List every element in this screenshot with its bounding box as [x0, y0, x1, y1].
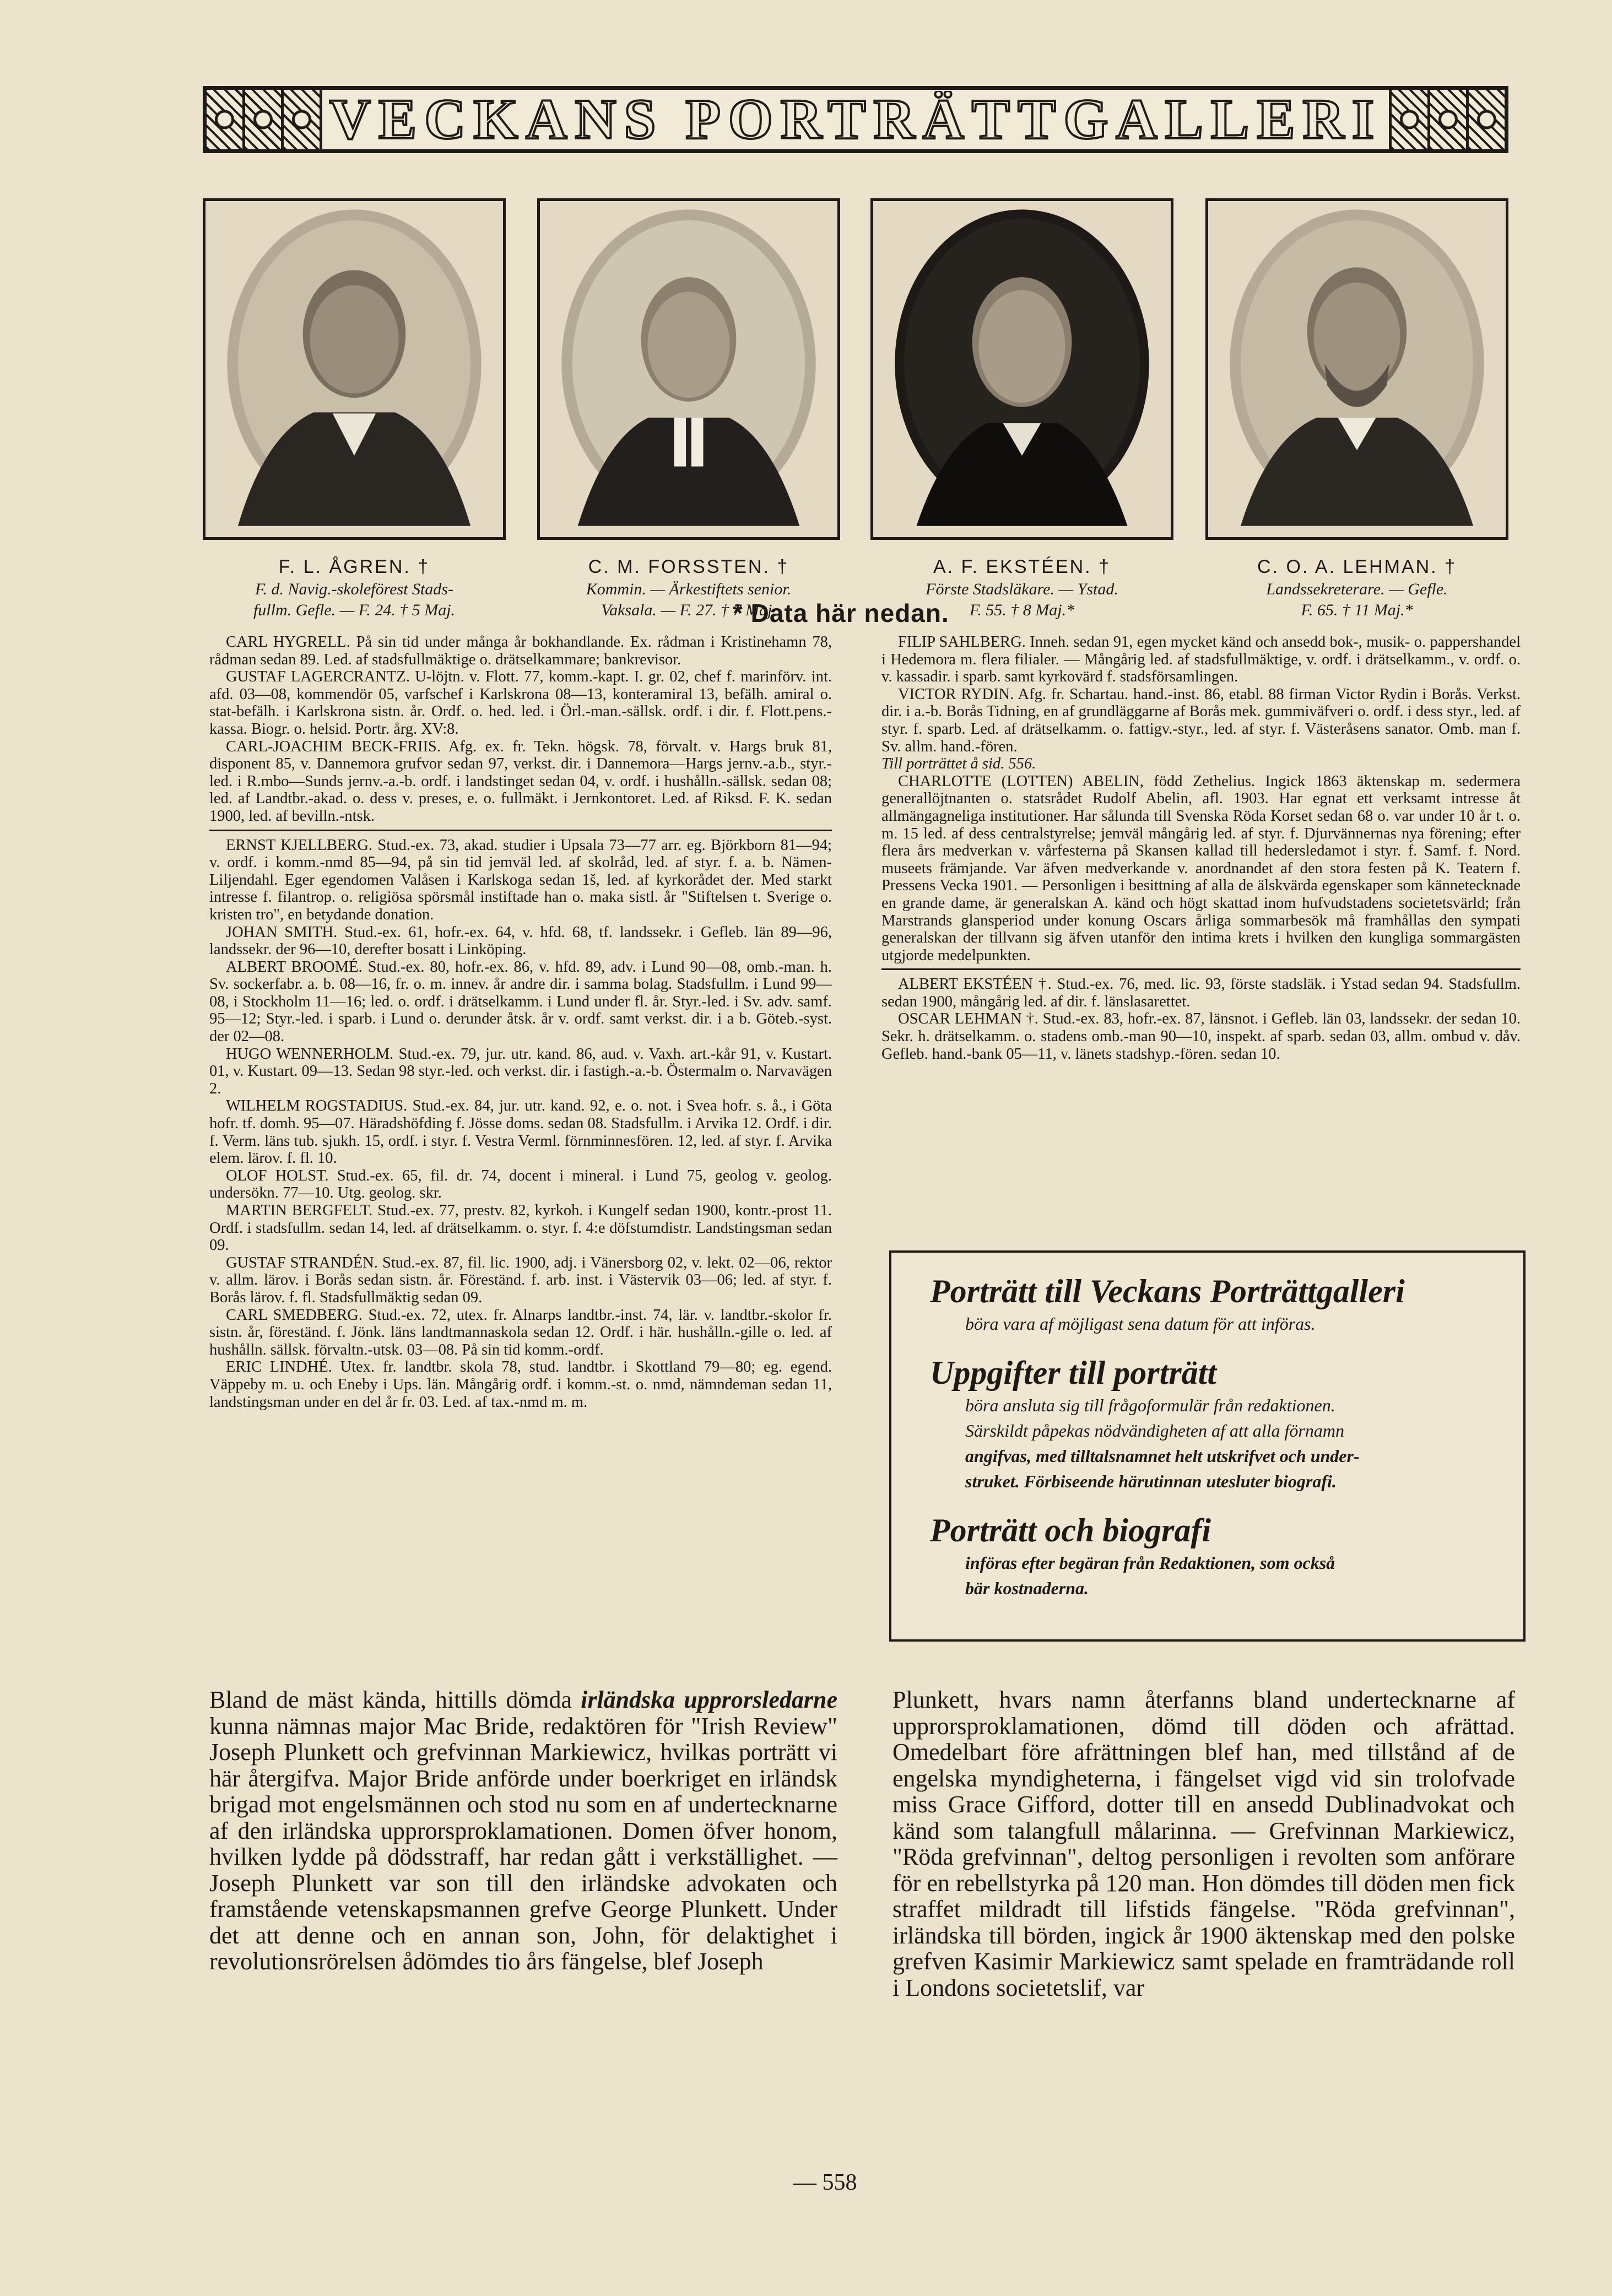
portrait-desc-line: Vaksala. — F. 27. † 7 Maj.	[601, 601, 776, 619]
notice-text: Särskildt påpekas nödvändigheten af att alla förnamn	[965, 1421, 1344, 1441]
divider	[881, 968, 1521, 970]
bio-entry: GUSTAF LAGERCRANTZ. U-löjtn. v. Flott. 77, komm.-kapt. I. gr. 02, chef f. marinförv. int. afd. 03—08, kommendör 05, varfschef i Karlskrona 08—13, konteramiral 13, befälh. amiral o. stat-befälh. i Karlskrona sistn. år. Ordf. o. hed. led. i Örl.-man.-sällsk. ordf. i dir. f. Flott.pens.-kassa. Biogr. o. helsid. Portr. årg. XV:8.	[209, 668, 832, 738]
bio-entry: CARL HYGRELL. På sin tid under många år bokhandlande. Ex. rådman i Kristinehamn 78, rådman sedan 89. Led. af stadsfullmäktige o. drätselkammare; bankrevisor.	[209, 633, 832, 668]
bio-entry: CARL SMEDBERG. Stud.-ex. 72, utex. fr. Alnarps landtbr.-inst. 74, lär. v. landtbr.-skolor fr. sistn. år, föreständ. f. Jönk. läns landtmannaskola sedan 12. Ordf. i här. hushålln.-gille o. led. af hushålln. sällsk. förvaltn.-utsk. 03—08. På sin tid komm.-ordf.	[209, 1306, 832, 1358]
submission-notice-box	[889, 1250, 1526, 1642]
portrait-name: C. O. A. LEHMAN. †	[1257, 556, 1457, 577]
portrait-caption-1	[189, 556, 520, 620]
divider	[209, 830, 832, 831]
portrait-2-image-icon	[540, 201, 837, 537]
bio-entry: ERNST KJELLBERG. Stud.-ex. 73, akad. studier i Upsala 73—77 arr. eg. Björkborn 81—94; v. ordf. i komm.-nmd 85—94, på sin tid jemväl led. af skolråd, led. af styr. f. a. b. Nämen-Liljendahl. Eger egendomen Valåsen i Karlskoga sedan 1š, led. af kyrkorådet der. Med starkt intresse f. filantrop. o. religiösa spörsmål instiftade han o. maka sistl. år "Stiftelsen t. Sverige o. kristen tro", en betydande donation.	[209, 836, 832, 923]
notice-heading-3: Porträtt och biografi	[930, 1512, 1211, 1548]
portrait-desc-line: F. d. Navig.-skoleförest Stads-	[255, 580, 453, 598]
ornament-left-icon	[207, 90, 322, 149]
portrait-3-image-icon	[873, 201, 1171, 537]
notice-text: böra ansluta sig till frågoformulär från redaktionen.	[965, 1395, 1335, 1415]
bio-entry: ERIC LINDHÉ. Utex. fr. landtbr. skola 78, stud. landtbr. i Skottland 79—80; eg. egend. Väppeby m. u. och Eneby i Ups. län. Mångårig ordf. i komm.-st. o. nmd, nämndeman sedan 11, landstingsman under en del år fr. 03. Led. af tax.-nmd m. m.	[209, 1358, 832, 1411]
portrait-desc-line: Landssekreterare. — Gefle.	[1266, 580, 1448, 598]
bio-entry: OLOF HOLST. Stud.-ex. 65, fil. dr. 74, docent i mineral. i Lund 75, geolog v. geolog. undersökn. 77—10. Utg. geolog. skr.	[209, 1167, 832, 1202]
bio-entry: FILIP SAHLBERG. Inneh. sedan 91, egen mycket känd och ansedd bok-, musik- o. pappershandel i Hedemora m. flera filialer. — Mångårig led. af stadsfullmäktige, v. ordf. i drätselkamm., v. ordf. o. v. kassadir. i sparb. samt kyrkovärd f. stadsförsamlingen.	[881, 633, 1521, 686]
portrait-desc-line: Förste Stadsläkare. — Ystad.	[926, 580, 1118, 598]
portrait-caption-4	[1192, 556, 1522, 620]
article-emphasis: irländska upprorsledarne	[581, 1686, 838, 1713]
notice-heading-2: Uppgifter till porträtt	[930, 1355, 1217, 1391]
data-note-heading: * Data här nedan.	[733, 599, 949, 627]
bio-entry: GUSTAF STRANDÉN. Stud.-ex. 87, fil. lic. 1900, adj. i Vänersborg 02, v. lekt. 02—06, rektor v. allm. lärov. i Borås sedan sistn. år. Föreständ. f. arb. inst. i Västervik 03—06; led. af styr. f. Borås lärov. f. fl. Stadsfullmäktig sedan 09.	[209, 1254, 832, 1306]
header-banner	[203, 86, 1508, 153]
page-title: VECKANS PORTRÄTTGALLERI	[329, 91, 1382, 148]
notice-text: införas efter begäran från Redaktionen, som också	[965, 1553, 1335, 1573]
portrait-desc-line: Kommin. — Ärkestiftets senior.	[586, 580, 792, 598]
notice-text: struket. Förbiseende härutinnan utesluter biografi.	[965, 1471, 1337, 1491]
bio-entry: MARTIN BERGFELT. Stud.-ex. 77, prestv. 82, kyrkoh. i Kungelf sedan 1900, kontr.-prost 11. Ordf. i stadsfullm. sedan 14, led. af drätselkamm. o. styr. f. 4:e döfstumdistr. Landstingsman sedan 09.	[209, 1202, 832, 1254]
portrait-desc-line: F. 55. † 8 Maj.*	[969, 601, 1075, 619]
bio-column-left	[209, 633, 832, 1411]
bio-entry: JOHAN SMITH. Stud.-ex. 61, hofr.-ex. 64, v. hfd. 68, tf. landssekr. i Gefleb. län 89—96, landssekr. der 96—10, derefter bosatt i Linköping.	[209, 923, 832, 959]
portrait-photo-2	[537, 198, 840, 540]
article-text: Plunkett, hvars namn återfanns bland undertecknarne af upprorsproklamationen, dömd till döden och afrättad. Omedelbart före afrättningen blef han, med tillstånd af de engelska myndigheterna, i fängelset vigd vid sin trolofvade miss Grace Gifford, dotter till en ansedd Dublinadvokat och känd som talangfull målarinna. — Grefvinnan Markiewicz, "Röda grefvinnan", deltog personligen i revolten som anförare för en rebellstyrka på 120 man. Hon dömdes till döden men fick straffet mildradt till lifstids fängelse. "Röda grefvinnan", irländska till börden, ingick år 1900 äktenskap med den polske grefven Kasimir Markiewicz samt spelade en framträdande roll i Londons societetslif, var	[892, 1686, 1515, 2001]
bio-entry: VICTOR RYDIN. Afg. fr. Schartau. hand.-inst. 86, etabl. 88 firman Victor Rydin i Borås. Verkst. dir. i a.-b. Borås Tidning, en af grundläggarne af Borås mek. gummiväfveri o. ordf. i dess styr., led. af styr. f. sparb. Led. af drätselkamm. o. fattigv.-styr., led. af styr. f. Västeråsens sanator. Omb. man f. Sv. allm. hand.-fören.	[881, 685, 1521, 755]
bio-entry: CHARLOTTE (LOTTEN) ABELIN, född Zethelius. Ingick 1863 äktenskap m. sedermera generallöjtnanten o. statsrådet Rudolf Abelin, afl. 1903. Har egnat ett verksamt intresse åt allmängagneliga institutioner. Har sålunda till Svenska Röda Korset sedan 68 o. var under 10 år t. o. m. 15 led. af dess centralstyrelse; jemväl mångårig led. af styr. f. Djurvännernas nya förening; efter flera års medverkan v. vårfesterna på Skansen kallad till hedersledamot i styr. f. Samf. f. Nord. museets främjande. Var äfven medverkande v. anordnandet af den stora festen på K. Teatern f. Pressens Vecka 1901. — Personligen i besittning af alla de älskvärda egenskaper som kännetecknade en grande dame, är generalskan A. känd och högt skattad inom hufvudstadens societetsvärld; från Marstrands glansperiod under konung Oscars årliga sommarbesök må framhållas den sympati generalskan der tillvann sig äfven utanför den intima krets i hvilken den kungliga sommargästen utgjorde medelpunkten.	[881, 772, 1521, 964]
bio-entry: CARL-JOACHIM BECK-FRIIS. Afg. ex. fr. Tekn. högsk. 78, förvalt. v. Hargs bruk 81, disponent 85, v. Dannemora grufvor sedan 97, verkst. dir. i Dannemora—Hargs jernv.-a.b., styr.-led. i R.mbo—Sunds jernv.-a.-b. ordf. i landstinget sedan 04, v. ordf. i hushålln.-sällsk. sedan 08; led. af Landtbr.-akad. o. dess v. preses, e. o. fullmäkt. i Jernkontoret. Led. af Riksd. F. K. sedan 1900, led. af bevilln.-ntsk.	[209, 738, 832, 825]
notice-heading-1: Porträtt till Veckans Porträttgalleri	[930, 1273, 1405, 1309]
article-text: kunna nämnas major Mac Bride, redaktören för "Irish Review" Joseph Plunkett och grefvinnan Markiewicz, hvilkas porträtt vi här återgifva. Major Bride anförde under boerkriget en irländsk brigad mot engelsmännen och stod nu som en af undertecknarne af den irländska upprorsproklamationen. Domen öfver honom, hvilken lydde på dödsstraff, har redan gått i verkställighet. — Joseph Plunkett var son till den irländske advokaten och framstående vetenskapsmannen grefve George Plunkett. Under det att denne och en annan son, John, för delaktighet i revolutionsrörelsen ådömdes tio års fängelse, blef Joseph	[209, 1712, 837, 1975]
portrait-4-image-icon	[1208, 201, 1506, 537]
article-column-right	[892, 1687, 1515, 2001]
portrait-desc-line: fullm. Gefle. — F. 24. † 5 Maj.	[253, 601, 456, 619]
article-text: Bland de mäst kända, hittills dömda	[209, 1686, 581, 1713]
portrait-reference: Till porträttet å sid. 556.	[881, 755, 1036, 773]
bio-entry: HUGO WENNERHOLM. Stud.-ex. 79, jur. utr. kand. 86, aud. v. Vaxh. art.-kår 91, v. Kustart. 01, v. Kustart. 09—13. Sedan 98 styr.-led. och verkst. dir. i fastigh.-a.-b. Östermalm o. Narvavägen 2.	[209, 1045, 832, 1097]
portrait-desc-line: F. 65. † 11 Maj.*	[1301, 601, 1413, 619]
portrait-photo-4	[1205, 198, 1508, 540]
bio-entry: ALBERT EKSTÉEN †. Stud.-ex. 76, med. lic. 93, förste stadsläk. i Ystad sedan 94. Stadsfullm. sedan 1900, mångårig led. af dir. f. länslasarettet.	[881, 976, 1521, 1010]
ornament-right-icon	[1389, 90, 1505, 149]
portrait-name: A. F. EKSTÉEN. †	[933, 556, 1111, 577]
portrait-name: C. M. FORSSTEN. †	[588, 556, 789, 577]
article-column-left	[209, 1687, 837, 1975]
portrait-name: F. L. ÅGREN. †	[278, 556, 430, 577]
bio-entry: OSCAR LEHMAN †. Stud.-ex. 83, hofr.-ex. 87, länsnot. i Gefleb. län 03, landssekr. der sedan 10. Sekr. h. drätselkamm. o. stadens omb.-man 90—10, inspekt. af sparb. sedan 03, allm. ombud v. dåv. Gefleb. hand.-bank 05—11, v. länets stadshyp.-fören. sedan 10.	[881, 1010, 1521, 1063]
bio-entry: ALBERT BROOMÉ. Stud.-ex. 80, hofr.-ex. 86, v. hfd. 89, adv. i Lund 90—08, omb.-man. h. Sv. sockerfabr. a. b. 08—16, fr. o. m. innev. år andre dir. i samma bolag. Stadsfullm. i Lund 99—08, i Stockholm 11—16; led. o. ordf. i drätselkamm. i Lund under fl. år. Styr.-led. i Sv. adv. samf. 95—12; Styr.-led. i sparb. i Lund o. derunder åtsk. år v. ordf. samt verkst. dir. i a b. Göteb.-syst. der 02—08.	[209, 958, 832, 1046]
page-number: — 558	[793, 2170, 857, 2195]
notice-text: bär kostnaderna.	[965, 1578, 1089, 1598]
portrait-photo-3	[870, 198, 1173, 540]
notice-text: böra vara af möjligast sena datum för att införas.	[965, 1314, 1316, 1334]
portrait-photo-1	[203, 198, 506, 540]
notice-text: angifvas, med tilltalsnamnet helt utskrifvet och under-	[965, 1446, 1360, 1466]
bio-column-right	[881, 633, 1521, 1063]
portrait-1-image-icon	[205, 201, 503, 537]
bio-entry: WILHELM ROGSTADIUS. Stud.-ex. 84, jur. utr. kand. 92, e. o. not. i Svea hofr. s. å., i Göta hofr. tf. domh. 95—07. Häradshöfding f. Jösse doms. sedan 08. Stadsfullm. i Arvika 12. Ordf. i dir. f. Verm. läns tub. sjukh. 15, ordf. i styr. f. Vestra Verml. förnminnesfören. 12, led. af styr. f. Arvika elem. lärov. f. fl. 10.	[209, 1097, 832, 1167]
